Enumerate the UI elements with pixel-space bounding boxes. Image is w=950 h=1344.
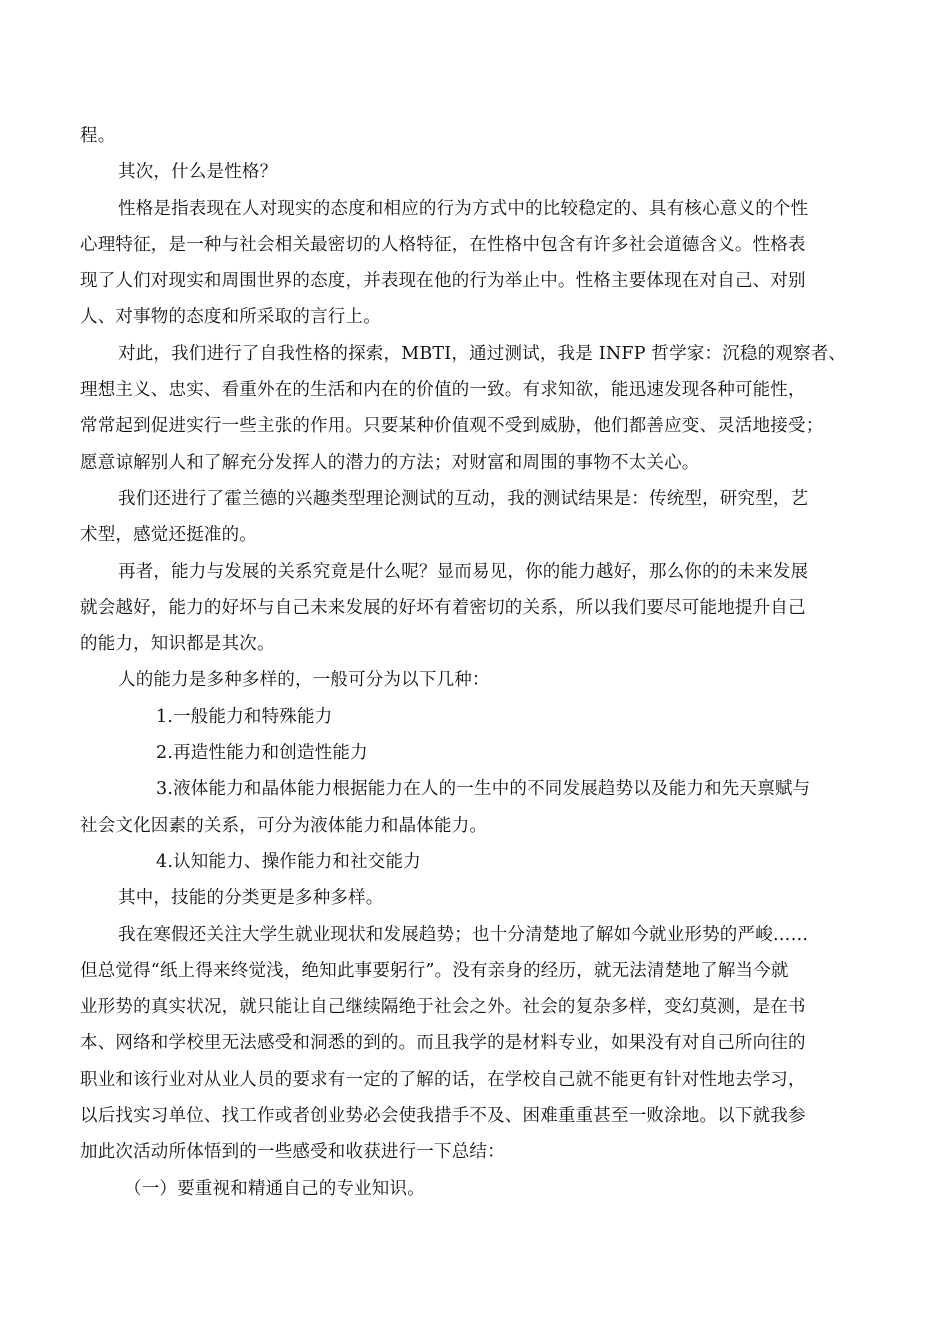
text-line: 其次，什么是性格？ (118, 162, 278, 183)
text-line: 本、网络和学校里无法感受和洞悉的到的。而且我学的是材料专业，如果没有对自己所向往的 (80, 1033, 806, 1054)
text-line: 常常起到促进实行一些主张的作用。只要某种价值观不受到威胁，他们都善应变、灵活地接受； (80, 416, 824, 437)
text-line: 职业和该行业对从业人员的要求有一定的了解的话，在学校自己就不能更有针对性地去学习， (80, 1069, 806, 1090)
text-line: 对此，我们进行了自我性格的探索，MBTI，通过测试，我是 INFP 哲学家：沉稳的观察者、 (118, 343, 847, 364)
text-line: 但总觉得“纸上得来终觉浅，绝知此事要躬行”。没有亲身的经历，就无法清楚地了解当今就 (80, 960, 789, 981)
text-line: 理想主义、忠实、看重外在的生活和内在的价值的一致。有求知欲，能迅速发现各种可能性， (80, 380, 806, 401)
text-line: 性格是指表现在人对现实的态度和相应的行为方式中的比较稳定的、具有核心意义的个性 (118, 198, 809, 219)
list-item: 4.认知能力、操作能力和社交能力 (156, 851, 421, 872)
section-heading: （一）要重视和精通自己的专业知识。 (124, 1178, 425, 1199)
text-line: 愿意谅解别人和了解充分发挥人的潜力的方法；对财富和周围的事物不太关心。 (80, 452, 700, 473)
text-line: 现了人们对现实和周围世界的态度，并表现在他的行为举止中。性格主要体现在对自己、对别 (80, 271, 806, 292)
text-line: 人、对事物的态度和所采取的言行上。 (80, 307, 381, 328)
text-line: 的能力，知识都是其次。 (80, 634, 275, 655)
list-item: 2.再造性能力和创造性能力 (156, 743, 368, 764)
text-line: 我们还进行了霍兰德的兴趣类型理论测试的互动，我的测试结果是：传统型，研究型，艺 (118, 488, 809, 509)
text-line: 其中，技能的分类更是多种多样。 (118, 888, 384, 909)
text-line: 我在寒假还关注大学生就业现状和发展趋势；也十分清楚地了解如今就业形势的严峻…… (118, 924, 809, 945)
text-line: 人的能力是多种多样的，一般可分为以下几种： (118, 670, 490, 691)
text-line: 以后找实习单位、找工作或者创业势必会使我措手不及、困难重重甚至一败涂地。以下就我参 (80, 1106, 806, 1127)
list-item: 1.一般能力和特殊能力 (156, 706, 333, 727)
text-line: 再者，能力与发展的关系究竟是什么呢？显而易见，你的能力越好，那么你的的未来发展 (118, 561, 809, 582)
document-body (80, 118, 870, 1207)
text-line: 业形势的真实状况，就只能让自己继续隔绝于社会之外。社会的复杂多样，变幻莫测，是在书 (80, 997, 806, 1018)
text-line: 心理特征，是一种与社会相关最密切的人格特征，在性格中包含有许多社会道德含义。性格表 (80, 234, 806, 255)
text-line: 术型，感觉还挺准的。 (80, 525, 257, 546)
text-line: 程。 (80, 126, 116, 146)
text-line: 就会越好，能力的好坏与自己未来发展的好坏有着密切的关系，所以我们要尽可能地提升自己 (80, 597, 806, 618)
text-line: 社会文化因素的关系，可分为液体能力和晶体能力。 (80, 815, 488, 836)
list-item: 3.液体能力和晶体能力根据能力在人的一生中的不同发展趋势以及能力和先天禀赋与 (156, 779, 811, 800)
text-line: 加此次活动所体悟到的一些感受和收获进行一下总结： (80, 1142, 505, 1163)
